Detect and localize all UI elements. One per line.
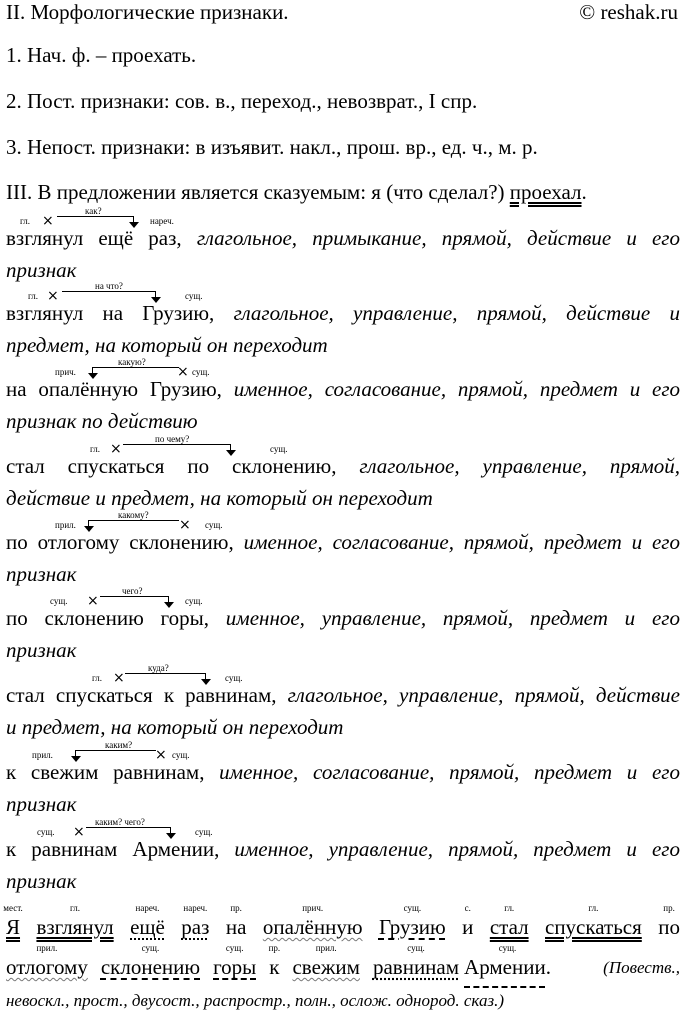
phrase-line-continued bbox=[6, 486, 680, 510]
word bbox=[489, 903, 529, 939]
bracket-line bbox=[86, 827, 171, 836]
bracket-line bbox=[88, 520, 179, 529]
period: . bbox=[581, 180, 587, 204]
phrase-words: взглянул на Грузию, bbox=[6, 301, 215, 325]
phrase-line bbox=[6, 303, 680, 324]
phrase-words: по отлогому склонению, bbox=[6, 530, 234, 554]
phrase-description: именное, управление, прямой, предмет и его bbox=[234, 837, 680, 861]
text: стал bbox=[489, 915, 529, 939]
pos-label: сущ. bbox=[407, 943, 425, 953]
pos-label: гл. bbox=[90, 444, 100, 454]
phrase-description-cont: действие и предмет, на который он переходит bbox=[6, 486, 433, 510]
phrase-description-cont: признак bbox=[6, 562, 77, 586]
text: невоскл., прост., двусост., распростр., полн., ослож. однород. сказ.) bbox=[6, 991, 504, 1010]
item-3: 3. Непост. признаки: в изъявит. накл., прош. вр., ед. ч., м. р. bbox=[6, 135, 538, 159]
pos-label: сущ. bbox=[403, 903, 422, 913]
phrase-description: именное, управление, прямой, предмет и его bbox=[225, 606, 680, 630]
phrase-line-continued bbox=[6, 258, 680, 282]
pos-label: сущ. bbox=[498, 943, 517, 953]
pos-label: сущ. bbox=[185, 596, 203, 606]
pos-label: с. bbox=[464, 903, 471, 913]
word bbox=[36, 903, 114, 939]
pos-label: гл. bbox=[70, 903, 81, 913]
pos-label: сущ. bbox=[172, 750, 190, 760]
text: и bbox=[462, 915, 474, 939]
pos-label: гл. bbox=[20, 216, 30, 226]
question-label: чего? bbox=[122, 586, 143, 596]
text: к bbox=[269, 955, 280, 979]
text: Я bbox=[6, 915, 21, 939]
pos-label: мест. bbox=[3, 903, 23, 913]
phrase-description: глагольное, управление, прямой, действие bbox=[287, 683, 681, 707]
text: горы bbox=[213, 955, 257, 979]
phrase-line-continued bbox=[6, 333, 680, 357]
text: склонению bbox=[100, 955, 201, 979]
sentence-line-1 bbox=[3, 903, 680, 939]
word bbox=[378, 903, 446, 939]
pos-label: прил. bbox=[32, 750, 53, 760]
main-word-x-icon: × bbox=[47, 288, 59, 304]
pos-label: прич. bbox=[302, 903, 324, 913]
pos-label: пр. bbox=[663, 903, 675, 913]
pos-label: сущ. bbox=[141, 943, 160, 953]
word bbox=[225, 903, 247, 939]
phrase-description-cont: признак bbox=[6, 258, 77, 282]
phrase-line bbox=[6, 379, 680, 400]
phrase-line bbox=[6, 228, 680, 249]
question-label: каким? bbox=[105, 740, 133, 750]
phrase-words: взглянул ещё раз, bbox=[6, 226, 182, 250]
question-label: по чему? bbox=[155, 434, 190, 444]
main-word-x-icon: × bbox=[87, 593, 99, 609]
predicate: проехал bbox=[509, 180, 582, 204]
phrase-words: к свежим равнинам, bbox=[6, 760, 205, 784]
pos-label: пр. bbox=[268, 943, 281, 953]
phrase-line-continued bbox=[6, 715, 680, 739]
pos-label: сущ. bbox=[225, 673, 243, 683]
sentence-characteristic-2 bbox=[6, 990, 680, 1011]
phrase-words: стал спускаться по склонению, bbox=[6, 454, 337, 478]
phrase-line bbox=[6, 456, 680, 477]
main-word-x-icon: × bbox=[155, 747, 167, 763]
word bbox=[464, 943, 551, 979]
phrase-description-cont: признак bbox=[6, 792, 77, 816]
question-label: каким? чего? bbox=[95, 817, 145, 827]
word bbox=[292, 943, 360, 979]
word bbox=[462, 903, 474, 939]
pos-label: сущ. bbox=[225, 943, 244, 953]
part3-text: III. В предложении является сказуемым: я (что сделал?) bbox=[6, 180, 510, 204]
word bbox=[658, 903, 680, 939]
text: . bbox=[545, 955, 551, 979]
phrase-line bbox=[6, 532, 680, 553]
pos-label: гл. bbox=[28, 291, 38, 301]
pos-label: нареч. bbox=[150, 216, 174, 226]
sentence-line-2 bbox=[6, 943, 680, 979]
phrase-description: глагольное, управление, прямой, действие и bbox=[233, 301, 681, 325]
main-word-x-icon: × bbox=[42, 213, 54, 229]
text: по bbox=[658, 915, 680, 939]
phrase-description-cont: и предмет, на который он переходит bbox=[6, 715, 344, 739]
phrase-line-continued bbox=[6, 869, 680, 893]
word bbox=[268, 943, 281, 979]
pos-label: пр. bbox=[230, 903, 242, 913]
phrase-words: на опалённую Грузию, bbox=[6, 377, 222, 401]
phrase-description: именное, согласование, прямой, предмет и его bbox=[219, 760, 681, 784]
part3-line bbox=[6, 182, 680, 203]
phrase-description-cont: признак bbox=[6, 869, 77, 893]
phrase-description-cont: предмет, на который он переходит bbox=[6, 333, 328, 357]
pos-label: прич. bbox=[55, 367, 76, 377]
phrase-description: именное, согласование, прямой, предмет и его bbox=[243, 530, 681, 554]
pos-label: прил. bbox=[315, 943, 337, 953]
pos-label: сущ. bbox=[50, 596, 68, 606]
text: Грузию bbox=[378, 915, 446, 939]
phrase-line bbox=[6, 839, 680, 860]
pos-label: гл. bbox=[504, 903, 515, 913]
watermark: © reshak.ru bbox=[579, 0, 678, 24]
phrase-line bbox=[6, 685, 680, 706]
pos-label: сущ. bbox=[195, 827, 213, 837]
phrase-description: глагольное, примыкание, прямой, действие и его bbox=[196, 226, 681, 250]
bracket-line bbox=[125, 673, 206, 682]
bracket-line bbox=[92, 367, 179, 376]
bracket-line bbox=[62, 291, 156, 300]
main-word-x-icon: × bbox=[113, 670, 125, 686]
question-label: на что? bbox=[95, 281, 123, 291]
phrase-line-continued bbox=[6, 638, 680, 662]
word bbox=[372, 943, 460, 979]
phrase-line-continued bbox=[6, 792, 680, 816]
text: Армении bbox=[464, 955, 546, 979]
word bbox=[262, 903, 363, 939]
phrase-description-cont: признак bbox=[6, 638, 77, 662]
phrase-line-continued bbox=[6, 409, 680, 433]
bracket-line bbox=[75, 750, 156, 759]
bracket-line bbox=[100, 596, 169, 605]
pos-label: сущ. bbox=[205, 520, 223, 530]
text: раз bbox=[181, 915, 210, 939]
pos-label: нареч. bbox=[135, 903, 160, 913]
main-word-x-icon: × bbox=[177, 364, 189, 380]
text: ещё bbox=[130, 915, 165, 939]
question-label: какую? bbox=[118, 357, 146, 367]
text: свежим bbox=[292, 955, 360, 979]
main-word-x-icon: × bbox=[73, 824, 85, 840]
item-1: 1. Нач. ф. – проехать. bbox=[6, 43, 197, 67]
section-title: II. Морфологические признаки. bbox=[6, 0, 289, 24]
phrase-words: к равнинам Армении, bbox=[6, 837, 220, 861]
phrase-words: по склонению горы, bbox=[6, 606, 209, 630]
pos-label: сущ. bbox=[270, 444, 288, 454]
text: на bbox=[225, 915, 247, 939]
pos-label: гл. bbox=[92, 673, 102, 683]
item-2: 2. Пост. признаки: сов. в., переход., невозврат., I спр. bbox=[6, 89, 478, 113]
pos-label: прил. bbox=[55, 520, 76, 530]
main-word-x-icon: × bbox=[110, 441, 122, 457]
word bbox=[100, 943, 201, 979]
pos-label: нареч. bbox=[183, 903, 208, 913]
phrase-line bbox=[6, 762, 680, 783]
phrase-words: стал спускаться к равнинам, bbox=[6, 683, 277, 707]
word bbox=[545, 903, 642, 939]
text: взглянул bbox=[36, 915, 114, 939]
pos-label: сущ. bbox=[37, 827, 55, 837]
pos-label: сущ. bbox=[185, 291, 203, 301]
phrase-description: глагольное, управление, прямой, bbox=[359, 454, 681, 478]
phrase-line bbox=[6, 608, 680, 629]
question-label: куда? bbox=[148, 663, 169, 673]
main-word-x-icon: × bbox=[179, 517, 191, 533]
bracket-line bbox=[123, 444, 231, 453]
phrase-line-continued bbox=[6, 562, 680, 586]
text: отлогому bbox=[6, 955, 88, 979]
word bbox=[213, 943, 257, 979]
text: опалённую bbox=[262, 915, 363, 939]
question-label: как? bbox=[85, 206, 102, 216]
word bbox=[3, 903, 23, 939]
phrase-description-cont: признак по действию bbox=[6, 409, 198, 433]
phrase-description: именное, согласование, прямой, предмет и его bbox=[233, 377, 681, 401]
word bbox=[130, 903, 165, 939]
text: равнинам bbox=[372, 955, 460, 979]
pos-label: прил. bbox=[36, 943, 58, 953]
text: спускаться bbox=[545, 915, 642, 939]
question-label: какому? bbox=[118, 510, 149, 520]
word bbox=[181, 903, 210, 939]
pos-label: гл. bbox=[588, 903, 599, 913]
sentence-characteristic-1: (Повеств., bbox=[603, 958, 680, 977]
pos-label: сущ. bbox=[192, 367, 210, 377]
word bbox=[6, 943, 88, 979]
bracket-line bbox=[57, 216, 134, 225]
